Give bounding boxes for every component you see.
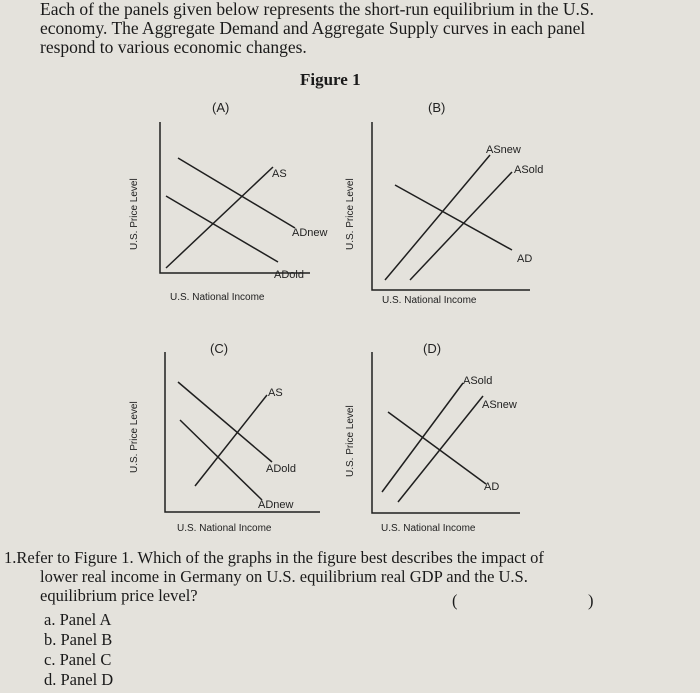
panel-d-y-axis-label: U.S. Price Level <box>345 405 356 477</box>
panel-c-x-axis-label: U.S. National Income <box>177 523 272 534</box>
panel-b-ad-curve <box>395 185 512 250</box>
panel-c-ad-old-label: ADold <box>266 463 296 475</box>
panel-a-ad-new-label: ADnew <box>292 227 328 239</box>
panel-c-axes <box>165 352 320 512</box>
panel-c-as-curve <box>195 395 267 486</box>
panel-c-ad-new-label: ADnew <box>258 499 294 511</box>
panel-d-as-old-label: ASold <box>463 375 493 387</box>
panel-c-ad-new-curve <box>180 420 262 500</box>
intro-line-1: Each of the panels given below represents the short-run equilibrium in the U.S. <box>40 0 595 19</box>
option-c[interactable]: c. Panel C <box>44 650 112 669</box>
panel-b-letter: (B) <box>428 100 446 115</box>
intro-line-2: economy. The Aggregate Demand and Aggregate Supply curves in each panel <box>40 18 586 38</box>
panel-b-as-old-label: ASold <box>514 164 544 176</box>
option-d[interactable]: d. Panel D <box>44 670 114 689</box>
panel-b-x-axis-label: U.S. National Income <box>382 295 477 306</box>
panel-b-ad-label: AD <box>517 253 533 265</box>
option-b[interactable]: b. Panel B <box>44 630 113 649</box>
intro-line-3: respond to various economic changes. <box>40 37 307 57</box>
panel-d-as-new-label: ASnew <box>482 399 517 411</box>
question-line-2: lower real income in Germany on U.S. equilibrium real GDP and the U.S. <box>40 567 528 586</box>
panel-d-as-new-curve <box>398 396 483 502</box>
panel-a-letter: (A) <box>212 100 230 115</box>
panel-b-y-axis-label: U.S. Price Level <box>345 178 356 250</box>
panel-a-as-label: AS <box>272 168 287 180</box>
question-line-3: equilibrium price level? <box>40 586 198 605</box>
panel-a-ad-old-label: ADold <box>274 269 304 281</box>
question-line-1: 1.Refer to Figure 1. Which of the graphs in the figure best describes the impact of <box>4 548 544 567</box>
answer-blank-open: ( <box>452 591 458 610</box>
panel-c-letter: (C) <box>210 341 229 356</box>
panel-c <box>165 352 320 512</box>
panel-b-as-new-label: ASnew <box>486 144 521 156</box>
panel-c-ad-old-curve <box>178 382 272 462</box>
panel-a <box>160 122 310 273</box>
panel-a-axes <box>160 122 310 273</box>
panel-c-as-label: AS <box>268 387 283 399</box>
panel-d-x-axis-label: U.S. National Income <box>381 523 476 534</box>
panel-d-letter: (D) <box>423 341 442 356</box>
panel-a-y-axis-label: U.S. Price Level <box>129 178 140 250</box>
panel-d-ad-label: AD <box>484 481 500 493</box>
panel-a-x-axis-label: U.S. National Income <box>170 292 265 303</box>
panel-c-y-axis-label: U.S. Price Level <box>129 401 140 473</box>
answer-options <box>44 610 113 690</box>
answer-blank-close: ) <box>588 591 594 610</box>
figure-title: Figure 1 <box>300 70 361 89</box>
question <box>4 548 684 605</box>
panel-d-ad-curve <box>388 412 486 484</box>
panel-b-as-new-curve <box>385 155 490 280</box>
option-a[interactable]: a. Panel A <box>44 610 112 629</box>
panel-b-as-old-curve <box>410 172 512 280</box>
